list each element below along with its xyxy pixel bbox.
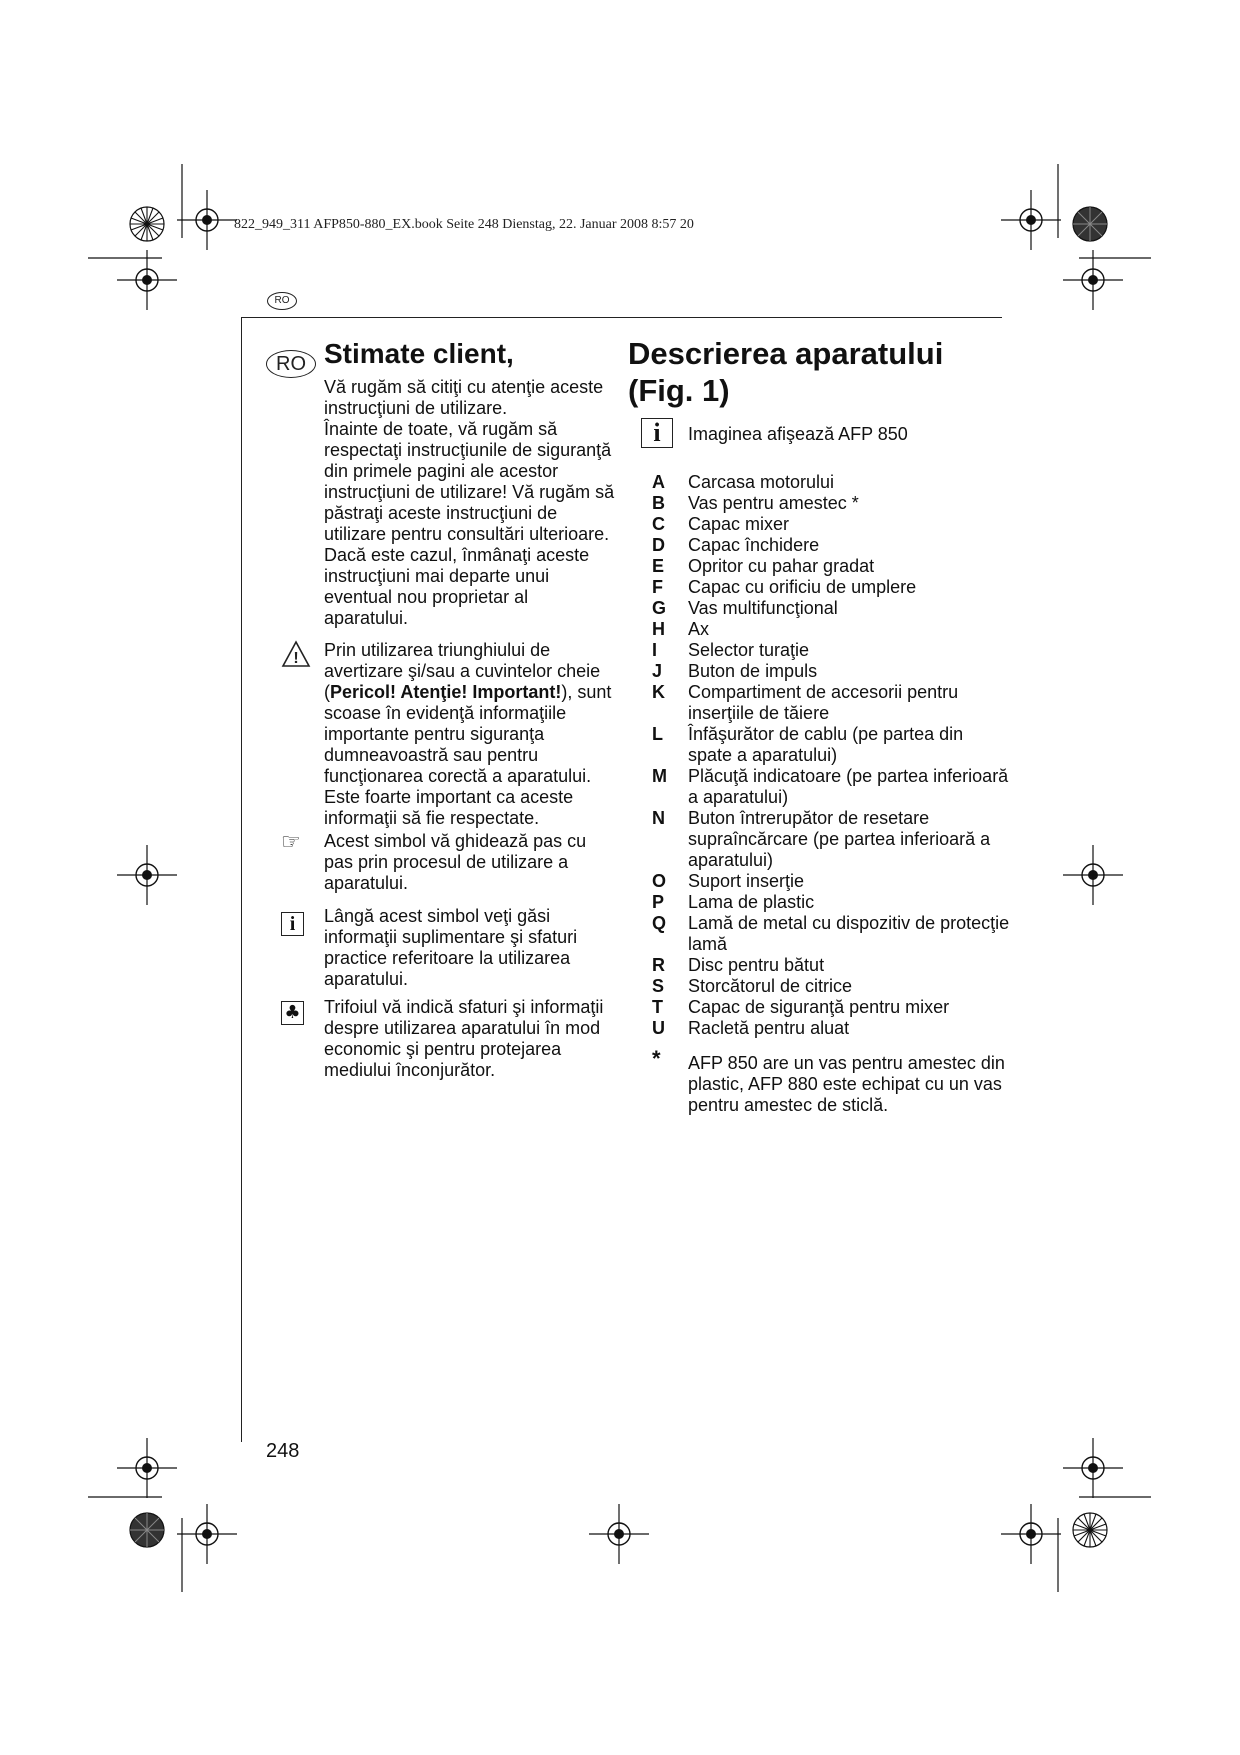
info-paragraph: Lângă acest simbol veţi găsi informaţii suplimentare şi sfaturi practice referitoare la utilizarea aparatului.	[324, 906, 578, 989]
part-item	[652, 598, 1012, 619]
part-label: Storcătorul de citrice	[688, 976, 853, 996]
part-item	[652, 472, 1012, 493]
part-label: Lamă de metal cu dispozitiv de protecţie lamă	[688, 913, 1010, 954]
part-item	[652, 892, 1012, 913]
part-key: M	[652, 766, 667, 786]
part-item	[652, 577, 1012, 598]
intro-paragraph-2: Înainte de toate, vă rugăm să respectaţi instrucţiunile de siguranţă din primele pagini ale acestor instrucţiuni de utilizare! Vă rugăm să păstraţi aceste instrucţiuni de utilizare pentru consultări ulterioare. Dacă este cazul, înmânaţi aceste instrucţiuni mai departe unui eventual nou proprietar al aparatului.	[324, 419, 615, 628]
pointing-hand-icon: ☞	[281, 829, 301, 854]
hand-paragraph: Acest simbol vă ghidează pas cu pas prin procesul de utilizare a aparatului.	[324, 831, 587, 893]
part-item	[652, 766, 1012, 808]
info-icon: i	[281, 912, 309, 940]
print-header: 822_949_311 AFP850-880_EX.book Seite 248 Dienstag, 22. Januar 2008 8:57 20	[234, 217, 694, 232]
footnote-mark: *	[652, 1046, 661, 1071]
language-badge-large: RO	[266, 350, 316, 378]
part-label: Capac închidere	[688, 535, 820, 555]
part-label: Compartiment de accesorii pentru inserţiile de tăiere	[688, 682, 959, 723]
part-key: C	[652, 514, 665, 534]
part-key: R	[652, 955, 665, 975]
part-key: U	[652, 1018, 665, 1038]
part-label: Capac cu orificiu de umplere	[688, 577, 917, 597]
part-item	[652, 724, 1012, 766]
part-item	[652, 493, 1012, 514]
part-item	[652, 535, 1012, 556]
part-label: Ax	[688, 619, 710, 639]
warning-triangle-icon	[281, 640, 309, 668]
part-key: N	[652, 808, 665, 828]
part-key: D	[652, 535, 665, 555]
part-key: H	[652, 619, 665, 639]
parts-list	[652, 472, 1012, 1039]
part-label: Înfăşurător de cablu (pe partea din spate a aparatului)	[688, 724, 964, 765]
top-rule	[242, 317, 1002, 318]
part-key: K	[652, 682, 665, 702]
part-label: Lama de plastic	[688, 892, 815, 912]
warning-text-post: ), sunt scoase în evidenţă informaţiile importante pentru siguranţa dumneavoastră sau pentru funcţionarea corectă a aparatului. Este foarte important ca aceste informaţii să fie respectate.	[324, 682, 612, 828]
svg-text:!: !	[293, 650, 299, 667]
greeting-heading: Stimate client,	[324, 338, 514, 369]
part-label: Carcasa motorului	[688, 472, 835, 492]
intro-paragraph-1: Vă rugăm să citiţi cu atenţie aceste instrucţiuni de utilizare.	[324, 377, 604, 418]
part-label: Capac de siguranţă pentru mixer	[688, 997, 950, 1017]
description-heading	[628, 335, 988, 409]
part-item	[652, 808, 1012, 871]
part-key: J	[652, 661, 663, 681]
part-key: S	[652, 976, 665, 996]
part-key: E	[652, 556, 665, 576]
warning-text-pre: Prin utilizarea triunghiului de avertizare şi/sau a cuvintelor cheie (	[324, 640, 601, 702]
description-heading-line1: Descrierea aparatului	[628, 336, 944, 371]
part-key: G	[652, 598, 667, 618]
footnote-text: AFP 850 are un vas pentru amestec din plastic, AFP 880 este echipat cu un vas pentru amestec de sticlă.	[688, 1053, 1005, 1115]
part-label: Buton de impuls	[688, 661, 818, 681]
part-label: Buton întrerupător de resetare supraîncărcare (pe partea inferioară a aparatului)	[688, 808, 991, 870]
part-key: O	[652, 871, 667, 891]
info-icon-large: i	[641, 418, 673, 448]
footnote	[652, 1047, 1012, 1116]
part-key: F	[652, 577, 663, 597]
part-item	[652, 682, 1012, 724]
part-item	[652, 619, 1012, 640]
part-key: L	[652, 724, 663, 744]
part-item	[652, 976, 1012, 997]
part-key: T	[652, 997, 663, 1017]
part-item	[652, 640, 1012, 661]
part-item	[652, 1018, 1012, 1039]
part-label: Plăcuţă indicatoare (pe partea inferioară a aparatului)	[688, 766, 1009, 807]
warning-keywords: Pericol! Atenţie! Important!	[330, 682, 562, 702]
part-item	[652, 913, 1012, 955]
part-key: P	[652, 892, 665, 912]
part-label: Selector turaţie	[688, 640, 810, 660]
part-item	[652, 871, 1012, 892]
clover-icon: ♣	[281, 1001, 309, 1029]
part-label: Racletă pentru aluat	[688, 1018, 850, 1038]
part-label: Vas pentru amestec *	[688, 493, 859, 513]
part-label: Suport inserţie	[688, 871, 805, 891]
part-label: Vas multifuncţional	[688, 598, 838, 618]
part-key: A	[652, 472, 665, 492]
clover-paragraph: Trifoiul vă indică sfaturi şi informaţii despre utilizarea aparatului în mod economic şi pentru protejarea mediului înconjurător.	[324, 997, 604, 1080]
part-label: Capac mixer	[688, 514, 790, 534]
part-key: B	[652, 493, 665, 513]
part-key: Q	[652, 913, 667, 933]
warning-paragraph	[324, 640, 616, 829]
part-item	[652, 661, 1012, 682]
part-item	[652, 556, 1012, 577]
description-heading-line2: (Fig. 1)	[628, 373, 730, 408]
part-item	[652, 955, 1012, 976]
page-number: 248	[266, 1440, 300, 1462]
image-note: Imaginea afişează AFP 850	[688, 424, 908, 444]
language-badge-small: RO	[267, 292, 297, 310]
part-label: Disc pentru bătut	[688, 955, 825, 975]
part-item	[652, 514, 1012, 535]
part-label: Opritor cu pahar gradat	[688, 556, 875, 576]
left-rule	[241, 317, 242, 1442]
part-item	[652, 997, 1012, 1018]
part-key: I	[652, 640, 658, 660]
